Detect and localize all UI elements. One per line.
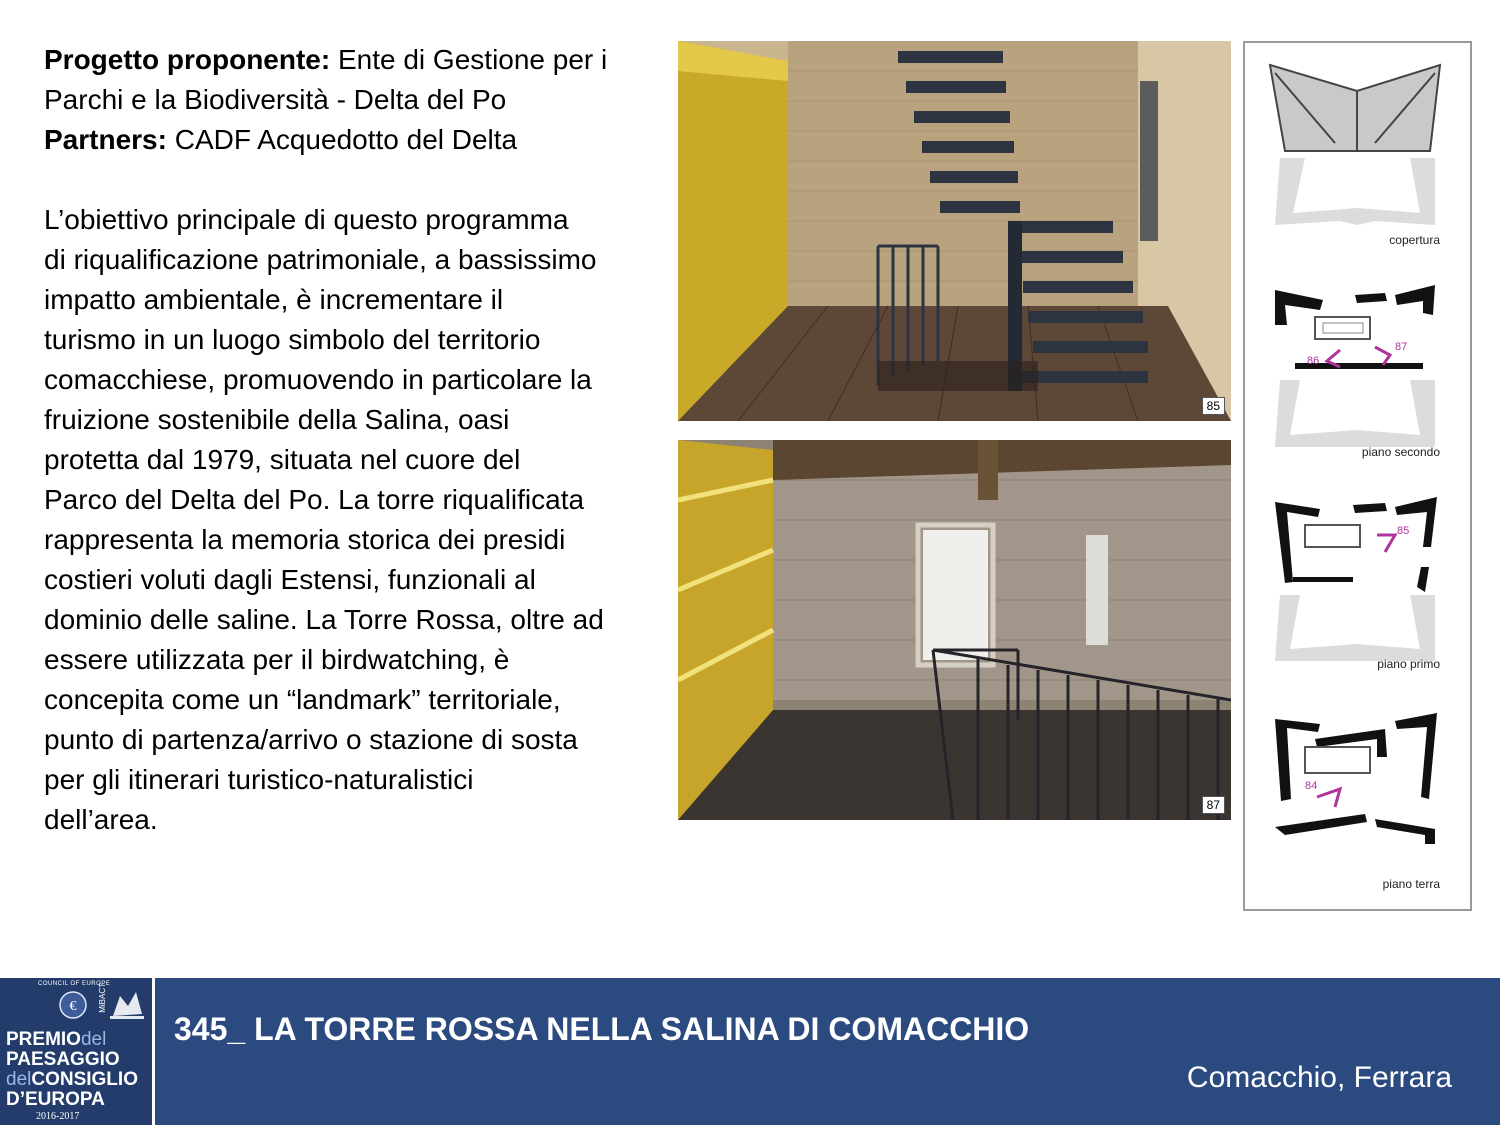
body-line: dell’area. [44, 804, 158, 835]
body-line: punto di partenza/arrivo o stazione di sosta [44, 724, 578, 755]
body-line: comacchiese, promuovendo in particolare la [44, 364, 592, 395]
view-marker: 86 [1307, 355, 1320, 367]
council-emblem-icon [58, 990, 88, 1020]
plan-label: piano primo [1377, 657, 1440, 671]
plan-first-floor [1245, 467, 1470, 679]
plan-roof [1245, 43, 1470, 255]
body-line: L’obiettivo principale di questo programma [44, 204, 569, 235]
body-line: essere utilizzata per il birdwatching, è [44, 644, 510, 675]
partners-line: Partners: CADF Acquedotto del Delta [44, 124, 518, 155]
body-line: concepita come un “landmark” territoriale, [44, 684, 561, 715]
plan-ground-floor [1245, 679, 1470, 909]
logo-side-text: MiBACT [98, 983, 107, 1013]
premio-paesaggio-logo [0, 978, 155, 1125]
footer-bar [0, 978, 1500, 1125]
plan-second-floor [1245, 255, 1470, 467]
body-line: impatto ambientale, è incrementare il [44, 284, 504, 315]
body-line: turismo in un luogo simbolo del territorio [44, 324, 541, 355]
logo-text-line: PREMIOdel [6, 1029, 107, 1050]
body-line: rappresenta la memoria storica dei presidi [44, 524, 566, 555]
staircase-photo [678, 41, 1231, 421]
body-line: per gli itinerari turistico-naturalistici [44, 764, 474, 795]
body-line: costieri voluti dagli Estensi, funzionali al [44, 564, 536, 595]
svg-text:€: € [69, 999, 77, 1014]
view-marker: 84 [1305, 780, 1318, 792]
proponent-line-2: Parchi e la Biodiversità - Delta del Po [44, 84, 507, 115]
logo-years: 2016-2017 [36, 1111, 80, 1122]
mibact-icon [108, 986, 146, 1024]
project-title: 345_ LA TORRE ROSSA NELLA SALINA DI COMACCHIO [174, 1011, 1030, 1047]
body-line: protetta dal 1979, situata nel cuore del [44, 444, 521, 475]
logo-text-line: delCONSIGLIO [6, 1069, 138, 1090]
view-marker: 87 [1395, 341, 1408, 353]
logo-text-line: D’EUROPA [6, 1089, 105, 1110]
photo-number-badge: 87 [1202, 796, 1225, 814]
plan-label: copertura [1389, 233, 1440, 247]
photo-number-badge: 85 [1202, 397, 1225, 415]
floor-plans-panel [1243, 41, 1472, 911]
body-line: Parco del Delta del Po. La torre riqualificata [44, 484, 585, 515]
plan-label: piano secondo [1361, 445, 1440, 459]
project-location: Comacchio, Ferrara [1186, 1061, 1452, 1094]
room-photo [678, 440, 1231, 820]
logo-text-line: PAESAGGIO [6, 1049, 120, 1070]
proponent-line: Progetto proponente: Ente di Gestione per i [44, 44, 608, 75]
body-line: di riqualificazione patrimoniale, a bassissimo [44, 244, 597, 275]
view-marker: 85 [1397, 525, 1410, 537]
body-line: dominio delle saline. La Torre Rossa, oltre ad [44, 604, 604, 635]
logo-top-text: COUNCIL OF EUROPE [38, 981, 111, 987]
plan-label: piano terra [1382, 877, 1440, 891]
body-line: fruizione sostenibile della Salina, oasi [44, 404, 510, 435]
description-text [44, 40, 654, 840]
